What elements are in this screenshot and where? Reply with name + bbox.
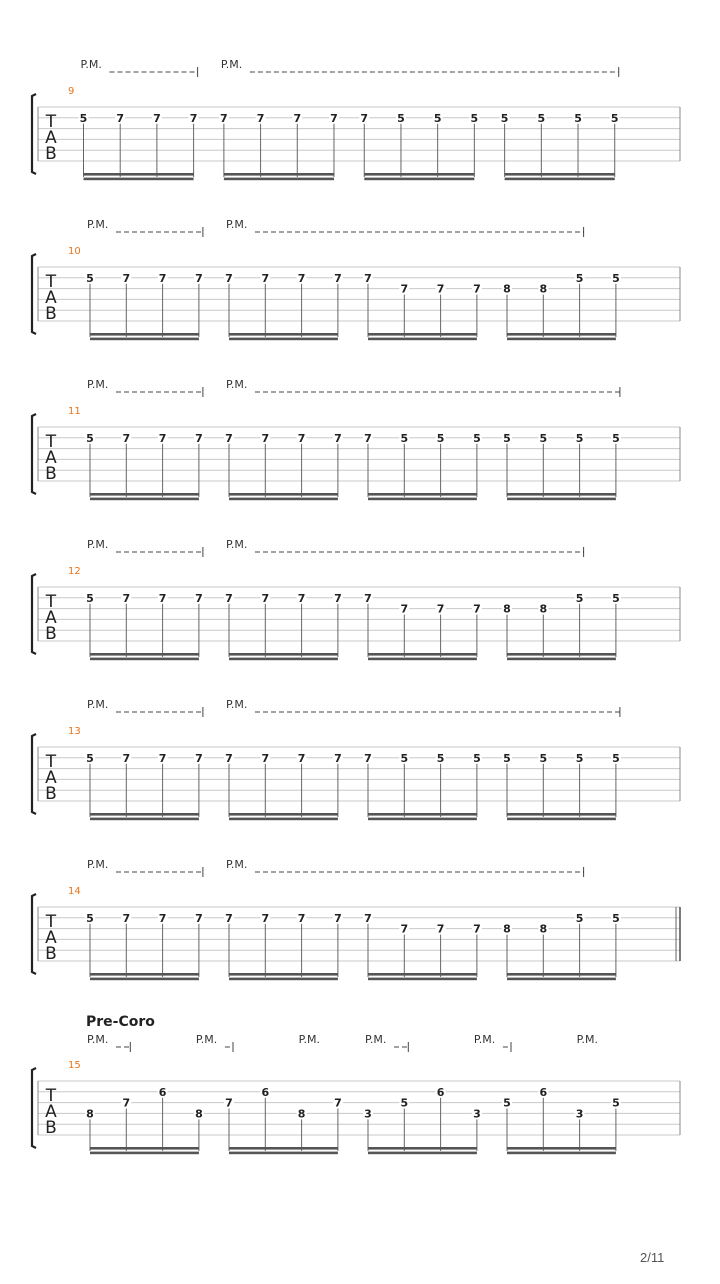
fret-number: 5 xyxy=(436,431,445,445)
beam-primary xyxy=(507,813,616,816)
fret-number: 7 xyxy=(195,751,203,765)
fret-number: 5 xyxy=(612,271,620,285)
tab-clef-letter: B xyxy=(45,464,57,484)
measure-number: 9 xyxy=(68,86,75,97)
fret-number: 6 xyxy=(539,1085,548,1099)
palm-mute-label: P.M. xyxy=(80,58,102,71)
system-10 xyxy=(32,218,680,340)
fret-number: 5 xyxy=(612,751,620,765)
fret-number: 7 xyxy=(360,111,369,125)
palm-mute-label: P.M. xyxy=(226,858,248,871)
beam-primary xyxy=(368,973,477,976)
fret-number: 5 xyxy=(86,751,94,765)
beam-primary xyxy=(90,653,199,656)
fret-number: 8 xyxy=(297,1107,306,1121)
fret-number: 7 xyxy=(256,111,265,125)
fret-number: 7 xyxy=(261,431,270,445)
beam-primary xyxy=(368,333,477,336)
fret-number: 7 xyxy=(334,751,342,765)
beam-primary xyxy=(90,813,199,816)
measure-number: 10 xyxy=(68,246,81,257)
beam-secondary xyxy=(90,818,199,821)
palm-mute-label: P.M. xyxy=(226,698,248,711)
system-13 xyxy=(32,698,680,820)
tab-clef-letter: A xyxy=(45,608,57,628)
beam-primary xyxy=(368,653,477,656)
beam-primary xyxy=(224,173,334,176)
system-12 xyxy=(32,538,680,660)
beam-primary xyxy=(505,173,615,176)
palm-mute-label: P.M. xyxy=(226,538,248,551)
fret-number: 5 xyxy=(610,111,619,125)
beam-primary xyxy=(229,1147,338,1150)
fret-number: 7 xyxy=(400,922,409,936)
fret-number: 7 xyxy=(436,282,445,296)
beam-secondary xyxy=(368,498,477,501)
beam-secondary xyxy=(229,978,338,981)
beam-secondary xyxy=(507,1152,616,1155)
system-9 xyxy=(32,58,680,180)
fret-number: 7 xyxy=(122,271,131,285)
beam-secondary xyxy=(507,658,616,661)
fret-number: 7 xyxy=(293,111,302,125)
system-bracket xyxy=(32,94,36,174)
beam-secondary xyxy=(90,1152,199,1155)
fret-number: 7 xyxy=(189,111,198,125)
system-bracket xyxy=(32,1068,36,1148)
fret-number: 5 xyxy=(612,1096,620,1110)
fret-number: 5 xyxy=(473,751,481,765)
beam-primary xyxy=(507,1147,616,1150)
fret-number: 5 xyxy=(537,111,546,125)
beam-primary xyxy=(507,493,616,496)
fret-number: 7 xyxy=(473,922,481,936)
fret-number: 8 xyxy=(195,1107,203,1121)
fret-number: 7 xyxy=(364,271,372,285)
fret-number: 5 xyxy=(86,591,94,605)
fret-number: 5 xyxy=(575,591,584,605)
fret-number: 7 xyxy=(122,911,131,925)
beam-secondary xyxy=(229,818,338,821)
fret-number: 7 xyxy=(195,431,203,445)
fret-number: 6 xyxy=(158,1085,167,1099)
fret-number: 7 xyxy=(473,282,481,296)
fret-number: 7 xyxy=(153,111,161,125)
beam-secondary xyxy=(368,1152,477,1155)
fret-number: 7 xyxy=(225,271,233,285)
system-15 xyxy=(32,1033,680,1154)
beam-secondary xyxy=(90,978,199,981)
beam-secondary xyxy=(507,818,616,821)
fret-number: 7 xyxy=(436,922,445,936)
fret-number: 7 xyxy=(225,1096,233,1110)
beam-primary xyxy=(368,1147,477,1150)
fret-number: 7 xyxy=(436,602,445,616)
beam-primary xyxy=(229,333,338,336)
beam-secondary xyxy=(90,338,199,341)
fret-number: 7 xyxy=(158,591,167,605)
fret-number: 7 xyxy=(473,602,481,616)
beam-secondary xyxy=(507,338,616,341)
beam-secondary xyxy=(507,978,616,981)
beam-primary xyxy=(229,653,338,656)
beam-primary xyxy=(507,973,616,976)
fret-number: 7 xyxy=(225,591,233,605)
beam-secondary xyxy=(90,658,199,661)
fret-number: 5 xyxy=(436,751,445,765)
beam-primary xyxy=(368,813,477,816)
system-bracket xyxy=(32,574,36,654)
fret-number: 3 xyxy=(575,1107,584,1121)
beam-secondary xyxy=(229,338,338,341)
tab-clef-letter: T xyxy=(45,912,57,932)
fret-number: 7 xyxy=(220,111,228,125)
fret-number: 5 xyxy=(503,431,511,445)
fret-number: 7 xyxy=(334,911,342,925)
tab-clef-letter: T xyxy=(45,432,57,452)
palm-mute-label: P.M. xyxy=(87,378,109,391)
fret-number: 5 xyxy=(500,111,509,125)
fret-number: 8 xyxy=(86,1107,94,1121)
tab-clef-letter: B xyxy=(45,304,57,324)
beam-primary xyxy=(90,493,199,496)
measure-number: 14 xyxy=(68,886,81,897)
page-number: 2/11 xyxy=(640,1250,665,1265)
tab-clef-letter: T xyxy=(45,592,57,612)
beam-secondary xyxy=(368,658,477,661)
beam-secondary xyxy=(229,1152,338,1155)
palm-mute-label: P.M. xyxy=(365,1033,387,1046)
system-bracket xyxy=(32,734,36,814)
section-title-pre-coro: Pre-Coro xyxy=(86,1014,155,1030)
fret-number: 7 xyxy=(364,911,372,925)
fret-number: 7 xyxy=(297,911,306,925)
system-14 xyxy=(32,858,680,980)
fret-number: 7 xyxy=(261,751,270,765)
fret-number: 7 xyxy=(334,1096,342,1110)
beam-primary xyxy=(229,973,338,976)
fret-number: 5 xyxy=(79,111,88,125)
measure-number: 13 xyxy=(68,726,81,737)
fret-number: 5 xyxy=(539,431,548,445)
palm-mute-label: P.M. xyxy=(87,698,109,711)
fret-number: 7 xyxy=(225,431,233,445)
fret-number: 8 xyxy=(503,922,511,936)
tab-clef-letter: A xyxy=(45,448,57,468)
fret-number: 5 xyxy=(539,751,548,765)
fret-number: 5 xyxy=(400,1096,409,1110)
fret-number: 7 xyxy=(116,111,125,125)
fret-number: 7 xyxy=(225,751,233,765)
fret-number: 7 xyxy=(158,751,167,765)
fret-number: 3 xyxy=(473,1107,481,1121)
tab-clef-letter: T xyxy=(45,752,57,772)
fret-number: 7 xyxy=(122,431,131,445)
tab-clef-letter: B xyxy=(45,624,57,644)
fret-number: 5 xyxy=(503,1096,511,1110)
tab-clef-letter: A xyxy=(45,1102,57,1122)
fret-number: 7 xyxy=(364,751,372,765)
fret-number: 8 xyxy=(539,922,548,936)
fret-number: 5 xyxy=(612,911,620,925)
system-bracket xyxy=(32,254,36,334)
measure-number: 11 xyxy=(68,406,81,417)
palm-mute-label: P.M. xyxy=(226,378,248,391)
beam-secondary xyxy=(368,338,477,341)
beam-primary xyxy=(507,653,616,656)
beam-secondary xyxy=(90,498,199,501)
system-bracket xyxy=(32,894,36,974)
fret-number: 7 xyxy=(364,431,372,445)
palm-mute-label: P.M. xyxy=(195,1033,218,1046)
beam-primary xyxy=(90,973,199,976)
fret-number: 5 xyxy=(86,431,94,445)
fret-number: 7 xyxy=(122,591,131,605)
fret-number: 7 xyxy=(122,751,131,765)
beam-secondary xyxy=(505,178,615,181)
beam-secondary xyxy=(368,978,477,981)
fret-number: 7 xyxy=(297,751,306,765)
fret-number: 5 xyxy=(470,111,479,125)
fret-number: 7 xyxy=(195,911,203,925)
fret-number: 7 xyxy=(400,282,409,296)
beam-secondary xyxy=(229,658,338,661)
tab-clef-letter: B xyxy=(45,144,57,164)
fret-number: 7 xyxy=(297,431,306,445)
fret-number: 5 xyxy=(574,111,582,125)
fret-number: 5 xyxy=(612,591,620,605)
palm-mute-label: P.M. xyxy=(87,538,109,551)
fret-number: 7 xyxy=(158,271,167,285)
beam-secondary xyxy=(368,818,477,821)
fret-number: 7 xyxy=(364,591,372,605)
fret-number: 7 xyxy=(334,431,342,445)
beam-secondary xyxy=(84,178,194,181)
fret-number: 7 xyxy=(261,271,270,285)
beam-secondary xyxy=(364,178,474,181)
beam-secondary xyxy=(229,498,338,501)
beam-secondary xyxy=(507,498,616,501)
beam-primary xyxy=(229,493,338,496)
palm-mute-label: P.M. xyxy=(298,1033,321,1046)
tab-clef-letter: A xyxy=(45,768,57,788)
beam-primary xyxy=(364,173,474,176)
fret-number: 5 xyxy=(400,431,409,445)
beam-primary xyxy=(229,813,338,816)
fret-number: 7 xyxy=(330,111,338,125)
beam-primary xyxy=(90,1147,199,1150)
fret-number: 5 xyxy=(473,431,481,445)
fret-number: 8 xyxy=(539,282,548,296)
tab-clef-letter: B xyxy=(45,1118,57,1138)
fret-number: 6 xyxy=(436,1085,445,1099)
palm-mute-label: P.M. xyxy=(576,1033,599,1046)
fret-number: 7 xyxy=(297,271,306,285)
tab-clef-letter: T xyxy=(45,112,57,132)
system-bracket xyxy=(32,414,36,494)
fret-number: 5 xyxy=(612,431,620,445)
measure-number: 12 xyxy=(68,566,81,577)
fret-number: 7 xyxy=(122,1096,131,1110)
fret-number: 5 xyxy=(397,111,405,125)
fret-number: 5 xyxy=(575,431,584,445)
palm-mute-label: P.M. xyxy=(87,218,109,231)
fret-number: 8 xyxy=(503,602,511,616)
tab-clef-letter: A xyxy=(45,128,57,148)
beam-secondary xyxy=(224,178,334,181)
beam-primary xyxy=(90,333,199,336)
fret-number: 7 xyxy=(225,911,233,925)
beam-primary xyxy=(368,493,477,496)
fret-number: 7 xyxy=(261,591,270,605)
measure-number: 15 xyxy=(68,1060,81,1071)
fret-number: 5 xyxy=(575,751,584,765)
fret-number: 6 xyxy=(261,1085,270,1099)
tab-clef-letter: T xyxy=(45,272,57,292)
fret-number: 7 xyxy=(334,591,342,605)
fret-number: 7 xyxy=(334,271,342,285)
fret-number: 7 xyxy=(158,431,167,445)
fret-number: 7 xyxy=(195,591,203,605)
beam-primary xyxy=(507,333,616,336)
fret-number: 8 xyxy=(539,602,548,616)
tab-clef-letter: B xyxy=(45,784,57,804)
fret-number: 8 xyxy=(503,282,511,296)
palm-mute-label: P.M. xyxy=(226,218,248,231)
fret-number: 7 xyxy=(297,591,306,605)
fret-number: 7 xyxy=(158,911,167,925)
system-11 xyxy=(32,378,680,500)
fret-number: 5 xyxy=(433,111,442,125)
fret-number: 5 xyxy=(400,751,409,765)
fret-number: 5 xyxy=(86,911,94,925)
palm-mute-label: P.M. xyxy=(87,1033,109,1046)
tab-clef-letter: T xyxy=(45,1086,57,1106)
beam-primary xyxy=(84,173,194,176)
fret-number: 7 xyxy=(261,911,270,925)
fret-number: 5 xyxy=(86,271,94,285)
tab-clef-letter: A xyxy=(45,928,57,948)
palm-mute-label: P.M. xyxy=(220,58,243,71)
palm-mute-label: P.M. xyxy=(87,858,109,871)
fret-number: 7 xyxy=(400,602,409,616)
fret-number: 5 xyxy=(575,911,584,925)
tab-clef-letter: A xyxy=(45,288,57,308)
tab-clef-letter: B xyxy=(45,944,57,964)
fret-number: 3 xyxy=(364,1107,372,1121)
fret-number: 5 xyxy=(575,271,584,285)
fret-number: 7 xyxy=(195,271,203,285)
fret-number: 5 xyxy=(503,751,511,765)
palm-mute-label: P.M. xyxy=(473,1033,496,1046)
